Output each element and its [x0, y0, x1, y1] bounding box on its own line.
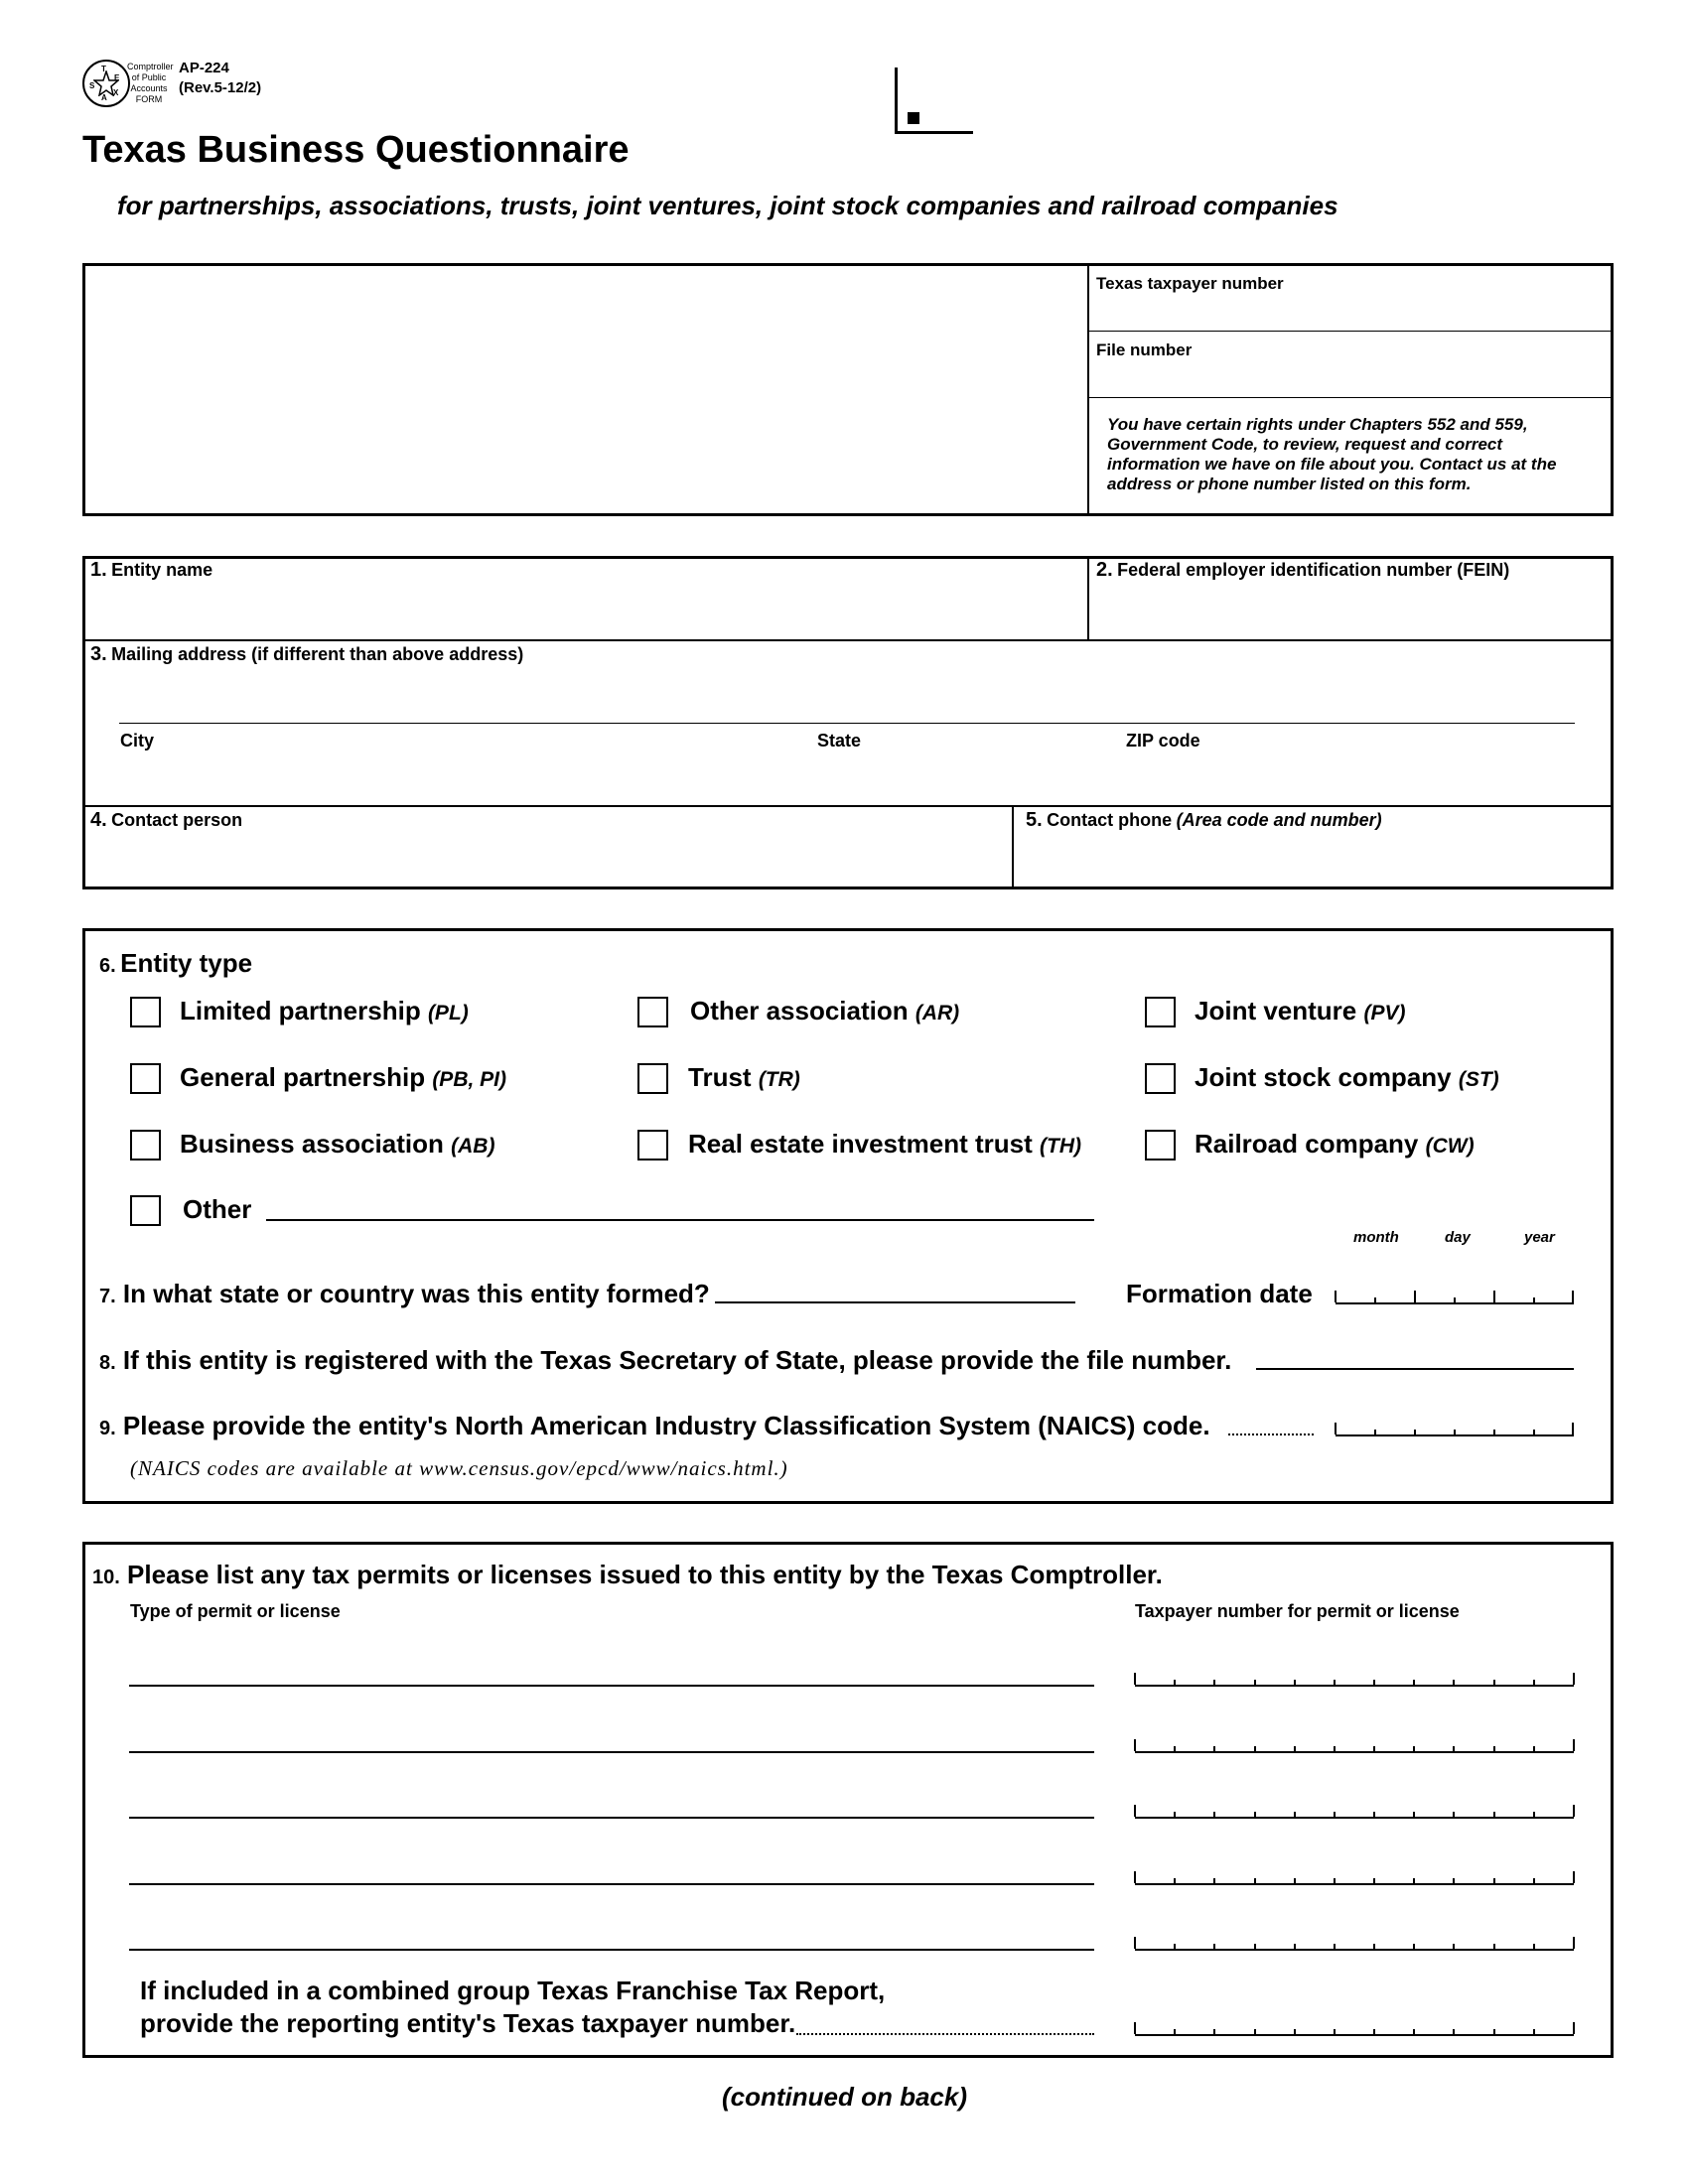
combined-group-taxpayer-number-field[interactable]	[1135, 2022, 1574, 2036]
seal-caption-line: of Public	[131, 72, 167, 82]
option-joint-venture	[1195, 996, 1405, 1026]
option-railroad-company	[1195, 1129, 1475, 1160]
question-label: Please list any tax permits or licenses issued to this entity by the Texas Comptroller.	[127, 1560, 1163, 1589]
option-trust	[688, 1062, 800, 1093]
option-real-estate-investment-trust	[688, 1129, 1081, 1160]
barcode-corner-vertical	[895, 68, 898, 133]
option-joint-stock-company	[1195, 1062, 1499, 1093]
form-revision: (Rev.5-12/2)	[179, 79, 262, 96]
seal-letter: A	[101, 93, 107, 102]
permit-taxpayer-number-field[interactable]	[1135, 1739, 1574, 1753]
year-label: year	[1524, 1229, 1555, 1246]
checkbox-joint-venture[interactable]	[1145, 997, 1176, 1027]
fein-field[interactable]	[1096, 591, 1603, 634]
zip-code-field[interactable]	[1126, 756, 1573, 800]
city-label: City	[120, 731, 155, 751]
combined-group-leader-dots	[796, 2033, 1094, 2035]
checkbox-other-association[interactable]	[637, 997, 668, 1027]
field-number: 4.	[90, 809, 107, 831]
checkbox-other[interactable]	[130, 1195, 161, 1226]
entity-info-rule	[84, 805, 1612, 807]
field-hint: (Area code and number)	[1176, 810, 1382, 830]
option-code: (AB)	[451, 1135, 495, 1158]
question-number: 8.	[99, 1352, 116, 1374]
contact-phone-field[interactable]	[1026, 841, 1602, 885]
question-label: If this entity is registered with the Texas Secretary of State, please provide the file number.	[122, 1345, 1232, 1375]
entity-name-label	[90, 559, 212, 582]
checkbox-joint-stock-company[interactable]	[1145, 1063, 1176, 1094]
texas-taxpayer-number-label: Texas taxpayer number	[1096, 274, 1284, 293]
option-code: (TH)	[1040, 1135, 1082, 1158]
top-box-rule	[1088, 397, 1612, 398]
sos-file-number-line[interactable]	[1256, 1368, 1574, 1370]
question-label: Please provide the entity's North American Industry Classification System (NAICS) code.	[122, 1411, 1210, 1440]
question-number: 7.	[99, 1286, 116, 1307]
form-number: AP-224	[179, 60, 229, 76]
page-title: Texas Business Questionnaire	[82, 129, 630, 171]
option-general-partnership	[180, 1062, 506, 1093]
option-code: (CW)	[1425, 1135, 1475, 1158]
seal-letter: T	[101, 65, 106, 73]
file-number-field[interactable]	[1092, 363, 1609, 393]
state-field[interactable]	[817, 756, 1115, 800]
permit-taxpayer-number-field[interactable]	[1135, 1805, 1574, 1819]
address-rule	[119, 723, 1575, 724]
field-label: Entity name	[111, 560, 213, 580]
naics-question	[99, 1411, 1210, 1441]
option-label: Real estate investment trust	[688, 1129, 1033, 1159]
formation-state-line[interactable]	[715, 1301, 1075, 1303]
permit-taxpayer-number-field[interactable]	[1135, 1871, 1574, 1885]
question-number: 10.	[92, 1567, 120, 1588]
formation-state-question	[99, 1279, 710, 1309]
field-number: 1.	[90, 559, 107, 581]
naics-note: (NAICS codes are available at www.census.gov/epcd/www/naics.html.)	[130, 1456, 788, 1480]
option-label: Joint venture	[1195, 996, 1357, 1025]
seal-caption-line: Accounts	[130, 83, 168, 93]
permit-type-line[interactable]	[129, 1817, 1094, 1819]
contact-phone-label	[1026, 809, 1382, 832]
option-other: Other	[183, 1194, 252, 1224]
option-label: Trust	[688, 1062, 752, 1092]
entity-name-field[interactable]	[94, 591, 1077, 634]
entity-info-divider	[1087, 558, 1089, 639]
formation-date-label: Formation date	[1126, 1279, 1313, 1308]
mailing-address-field[interactable]	[119, 677, 1575, 721]
field-label: Contact phone	[1047, 810, 1173, 830]
barcode-marker	[908, 112, 919, 124]
permit-type-line[interactable]	[129, 1751, 1094, 1753]
continued-on-back: (continued on back)	[722, 2082, 967, 2112]
entity-info-rule	[84, 639, 1612, 641]
naics-code-field[interactable]	[1336, 1423, 1574, 1436]
field-label: Mailing address (if different than above address)	[111, 644, 524, 664]
texas-taxpayer-number-field[interactable]	[1092, 298, 1609, 328]
contact-person-label	[90, 809, 242, 832]
permit-type-column-label: Type of permit or license	[130, 1601, 341, 1621]
checkbox-real-estate-investment-trust[interactable]	[637, 1130, 668, 1160]
rights-notice: You have certain rights under Chapters 552 and 559, Government Code, to review, request and correct information we have on file about you. Contact us at the address or phone number listed on this form.	[1107, 415, 1557, 493]
barcode-corner-horizontal	[895, 131, 973, 134]
option-code: (ST)	[1458, 1068, 1499, 1091]
contact-divider	[1012, 806, 1014, 887]
seal-caption	[127, 62, 174, 105]
option-label: Other association	[690, 996, 909, 1025]
sos-file-number-question	[99, 1345, 1231, 1376]
combined-group-line1: If included in a combined group Texas Franchise Tax Report,	[140, 1976, 886, 2005]
option-other-association	[690, 996, 959, 1026]
option-code: (PV)	[1363, 1002, 1406, 1024]
question-label: In what state or country was this entity formed?	[122, 1279, 710, 1308]
permit-type-line[interactable]	[129, 1685, 1094, 1687]
option-label: Railroad company	[1195, 1129, 1419, 1159]
seal-caption-line: Comptroller	[127, 62, 174, 71]
checkbox-general-partnership[interactable]	[130, 1063, 161, 1094]
comptroller-seal	[82, 60, 130, 107]
option-limited-partnership	[180, 996, 469, 1026]
mailing-address-label	[90, 643, 523, 666]
star-icon	[93, 70, 119, 96]
field-label: Federal employer identification number (FEIN)	[1117, 560, 1510, 580]
option-business-association	[180, 1129, 494, 1160]
state-label: State	[817, 731, 862, 751]
seal-letter: E	[114, 73, 120, 82]
entity-type-heading	[99, 948, 252, 979]
day-label: day	[1445, 1229, 1471, 1246]
file-number-label: File number	[1096, 341, 1193, 359]
page-subtitle: for partnerships, associations, trusts, joint ventures, joint stock companies and railroad companies	[117, 191, 1338, 220]
question-number: 6.	[99, 955, 116, 977]
permit-taxpayer-number-field[interactable]	[1135, 1937, 1574, 1951]
tax-permits-question	[92, 1560, 1163, 1590]
question-label: Entity type	[120, 948, 253, 978]
option-label: Joint stock company	[1195, 1062, 1452, 1092]
option-label: General partnership	[180, 1062, 426, 1092]
other-entity-type-line[interactable]	[266, 1219, 1094, 1221]
naics-leader-dots	[1228, 1433, 1314, 1435]
top-box-divider	[1087, 265, 1089, 515]
permit-type-line[interactable]	[129, 1949, 1094, 1951]
field-number: 5.	[1026, 809, 1043, 831]
checkbox-railroad-company[interactable]	[1145, 1130, 1176, 1160]
option-code: (TR)	[758, 1068, 800, 1091]
field-number: 3.	[90, 643, 107, 665]
top-box-rule	[1088, 331, 1612, 332]
checkbox-limited-partnership[interactable]	[130, 997, 161, 1027]
contact-person-field[interactable]	[94, 841, 1003, 885]
checkbox-trust[interactable]	[637, 1063, 668, 1094]
option-label: Limited partnership	[180, 996, 421, 1025]
seal-letter: S	[89, 81, 95, 90]
fein-label	[1096, 559, 1509, 582]
field-number: 2.	[1096, 559, 1113, 581]
option-code: (PL)	[427, 1002, 469, 1024]
combined-group-line2: provide the reporting entity's Texas taxpayer number.	[140, 2008, 796, 2038]
option-label: Business association	[180, 1129, 444, 1159]
zip-code-label: ZIP code	[1126, 731, 1200, 751]
formation-date-field[interactable]	[1336, 1291, 1574, 1304]
month-label: month	[1353, 1229, 1399, 1246]
seal-caption-line: FORM	[135, 94, 163, 104]
permit-type-line[interactable]	[129, 1883, 1094, 1885]
permit-number-column-label: Taxpayer number for permit or license	[1135, 1601, 1460, 1621]
permit-taxpayer-number-field[interactable]	[1135, 1673, 1574, 1687]
option-code: (AR)	[914, 1002, 960, 1024]
option-code: (PB, PI)	[432, 1068, 506, 1091]
checkbox-business-association[interactable]	[130, 1130, 161, 1160]
question-number: 9.	[99, 1418, 116, 1439]
seal-letter: X	[113, 88, 119, 97]
field-label: Contact person	[111, 810, 243, 830]
city-field[interactable]	[120, 756, 805, 800]
